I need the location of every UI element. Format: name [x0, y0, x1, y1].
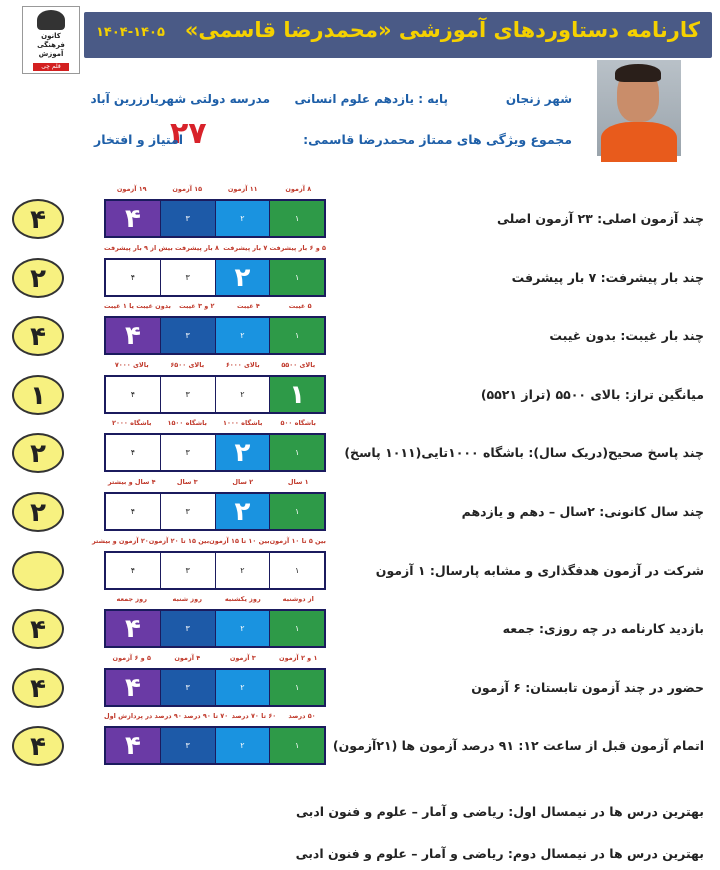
level-cell: ۴ [106, 728, 160, 763]
threshold-label: ۸ بار پیشرفت [174, 244, 219, 252]
score-circle: ۲ [12, 258, 64, 298]
row-threshold-labels [104, 185, 326, 197]
city-label: شهر زنجان [505, 92, 572, 106]
level-cell: ۱ [269, 553, 324, 588]
threshold-label: ۲ سال [232, 478, 254, 486]
threshold-label: بالای ۷۰۰۰ [114, 361, 149, 369]
threshold-label: بالای ۵۵۰۰ [281, 361, 316, 369]
threshold-label: باشگاه ۱۵۰۰ [167, 419, 207, 427]
score-circle [12, 551, 64, 591]
row-threshold-labels [104, 302, 326, 314]
achievement-question: حضور در چند آزمون تابستان: ۶ آزمون [471, 680, 704, 695]
summary-value: ۲۷ [170, 116, 207, 151]
level-cell: ۲ [215, 201, 270, 236]
level-cell: ۳ [160, 260, 215, 295]
threshold-label: ۹۰ درصد در پردازش اول [104, 712, 182, 720]
achievement-question: میانگین تراز: بالای ۵۵۰۰ (تراز ۵۵۲۱) [480, 387, 704, 402]
level-cell: ۱ [269, 260, 324, 295]
page-title: کارنامه دستاوردهای آموزشی «محمدرضا قاسمی» [184, 18, 700, 42]
level-cell: ۱ [269, 435, 324, 470]
threshold-label: ۳ سال [176, 478, 198, 486]
level-bar [104, 375, 326, 414]
threshold-label: ۶۰ تا ۷۰ درصد [231, 712, 277, 720]
level-cell: ۲ [215, 611, 270, 646]
level-cell: ۴ [106, 494, 160, 529]
threshold-label: بدون غیبت یا ۱ غیبت [103, 302, 171, 310]
threshold-label: ۸ آزمون [285, 185, 312, 193]
threshold-label: باشگاه ۲۰۰۰ [112, 419, 152, 427]
threshold-label: بین ۱۵ تا ۲۰ آزمون [148, 537, 210, 545]
score-circle: ۴ [12, 726, 64, 766]
threshold-label: ۱۵ آزمون [172, 185, 203, 193]
threshold-label: بالای ۶۰۰۰ [225, 361, 260, 369]
achievement-question: چند سال کانونی: ۲سال – دهم و یازدهم [461, 504, 704, 519]
logo-line-3: آموزش [38, 50, 64, 58]
best-subjects-term1: بهترین درس ها در نیمسال اول: ریاضی و آمار – علوم و فنون ادبی [296, 804, 704, 819]
row-threshold-labels [104, 478, 326, 490]
achievement-question: چند آزمون اصلی: ۲۳ آزمون اصلی [496, 211, 704, 226]
threshold-label: باشگاه ۵۰۰ [280, 419, 316, 427]
level-cell: ۳ [160, 377, 215, 412]
level-bar [104, 316, 326, 355]
level-bar [104, 609, 326, 648]
row-threshold-labels [104, 419, 326, 431]
threshold-label: از دوشنبه [282, 595, 314, 603]
level-cell: ۴ [106, 670, 160, 705]
threshold-label: ۲ و ۳ غیبت [179, 302, 215, 310]
academic-year: ۱۴۰۴-۱۴۰۵ [96, 25, 165, 40]
threshold-label: ۱۱ آزمون [227, 185, 258, 193]
level-cell: ۱ [269, 318, 324, 353]
summary-label: مجموع ویژگی های ممتاز محمدرضا قاسمی: [303, 132, 572, 147]
threshold-label: بین ۵ تا ۱۰ آزمون [269, 537, 326, 545]
level-cell: ۳ [160, 670, 215, 705]
threshold-label: ۱۹ آزمون [116, 185, 147, 193]
level-bar [104, 726, 326, 765]
level-cell: ۱ [269, 670, 324, 705]
grade-label: پایه : یازدهم علوم انسانی [294, 92, 448, 106]
graduation-cap-icon [37, 10, 65, 30]
score-circle: ۲ [12, 492, 64, 532]
score-circle: ۱ [12, 375, 64, 415]
threshold-label: روز جمعه [116, 595, 147, 603]
row-threshold-labels [91, 537, 326, 549]
row-threshold-labels [104, 361, 326, 373]
threshold-label: بین ۱۰ تا ۱۵ آزمون [209, 537, 270, 545]
achievement-question: بازدید کارنامه در چه روزی: جمعه [502, 621, 704, 636]
achievement-question: چند بار غیبت: بدون غیبت [549, 328, 704, 343]
summary-unit: امتیاز و افتخار [94, 132, 184, 147]
level-bar [104, 492, 326, 531]
level-cell: ۴ [106, 260, 160, 295]
level-bar [104, 258, 326, 297]
logo-line-2: فرهنگی [37, 41, 65, 49]
level-bar [104, 668, 326, 707]
student-photo [597, 60, 681, 156]
level-cell: ۲ [215, 260, 270, 295]
threshold-label: روز شنبه [172, 595, 202, 603]
school-label: مدرسه دولتی شهریارزرین آباد [90, 92, 270, 106]
kanoon-logo [22, 6, 80, 74]
threshold-label: باشگاه ۱۰۰۰ [223, 419, 263, 427]
threshold-label: ۵ و ۶ بار پیشرفت [269, 244, 326, 252]
achievement-question: شرکت در آزمون هدفگذاری و مشابه پارسال: ۱ آزمون [375, 563, 704, 578]
threshold-label: ۳ آزمون [229, 654, 256, 662]
level-cell: ۲ [215, 318, 270, 353]
level-cell: ۴ [106, 611, 160, 646]
level-cell: ۲ [215, 435, 270, 470]
level-bar [104, 199, 326, 238]
level-cell: ۲ [215, 494, 270, 529]
level-cell: ۱ [269, 728, 324, 763]
score-circle: ۴ [12, 199, 64, 239]
score-circle: ۲ [12, 433, 64, 473]
level-cell: ۴ [106, 201, 160, 236]
level-cell: ۱ [269, 611, 324, 646]
threshold-label: ۴ آزمون [174, 654, 201, 662]
row-threshold-labels [104, 712, 326, 724]
threshold-label: ۷۰ تا ۹۰ درصد [183, 712, 229, 720]
level-cell: ۱ [269, 201, 324, 236]
level-cell: ۳ [160, 494, 215, 529]
level-cell: ۴ [106, 377, 160, 412]
logo-line-1: کانون [41, 32, 61, 40]
threshold-label: ۴ غیبت [237, 302, 260, 310]
threshold-label: بیش از ۹ بار پیشرفت [103, 244, 173, 252]
threshold-label: بالای ۶۵۰۰ [170, 361, 205, 369]
level-cell: ۱ [269, 494, 324, 529]
score-circle: ۴ [12, 609, 64, 649]
level-cell: ۱ [269, 377, 324, 412]
threshold-label: ۴ سال و بیشتر [107, 478, 156, 486]
level-cell: ۳ [160, 318, 215, 353]
level-cell: ۲ [215, 728, 270, 763]
threshold-label: روز یکشنبه [224, 595, 261, 603]
level-cell: ۴ [106, 435, 160, 470]
threshold-label: ۵ و ۶ آزمون [112, 654, 151, 662]
achievement-question: اتمام آزمون قبل از ساعت ۱۲: ۹۱ درصد آزمون ها (۲۱آزمون) [332, 738, 704, 753]
threshold-label: ۱ و ۲ آزمون [279, 654, 318, 662]
level-cell: ۳ [160, 201, 215, 236]
level-cell: ۳ [160, 435, 215, 470]
threshold-label: ۱ سال [287, 478, 309, 486]
threshold-label: ۷ بار پیشرفت [223, 244, 268, 252]
row-threshold-labels [104, 595, 326, 607]
level-cell: ۳ [160, 611, 215, 646]
threshold-label: ۵۰ درصد [288, 712, 316, 720]
level-cell: ۲ [215, 553, 270, 588]
level-cell: ۲ [215, 377, 270, 412]
best-subjects-term2: بهترین درس ها در نیمسال دوم: ریاضی و آمار – علوم و فنون ادبی [295, 846, 704, 861]
row-threshold-labels [104, 654, 326, 666]
level-cell: ۳ [160, 728, 215, 763]
logo-badge: قلم چی [33, 63, 69, 71]
threshold-label: ۵ غیبت [288, 302, 312, 310]
score-circle: ۴ [12, 316, 64, 356]
threshold-label: ۲۰ آزمون و بیشتر [91, 537, 149, 545]
level-cell: ۲ [215, 670, 270, 705]
level-cell: ۴ [106, 553, 160, 588]
score-circle: ۴ [12, 668, 64, 708]
row-threshold-labels [104, 244, 326, 256]
level-cell: ۳ [160, 553, 215, 588]
level-bar [104, 433, 326, 472]
level-bar [104, 551, 326, 590]
level-cell: ۴ [106, 318, 160, 353]
achievement-question: چند بار پیشرفت: ۷ بار پیشرفت [511, 270, 704, 285]
achievement-question: چند پاسخ صحیح(دریک سال): باشگاه ۱۰۰۰تایی(۱۰۱۱ پاسخ) [344, 445, 704, 460]
header-bar [84, 12, 712, 58]
